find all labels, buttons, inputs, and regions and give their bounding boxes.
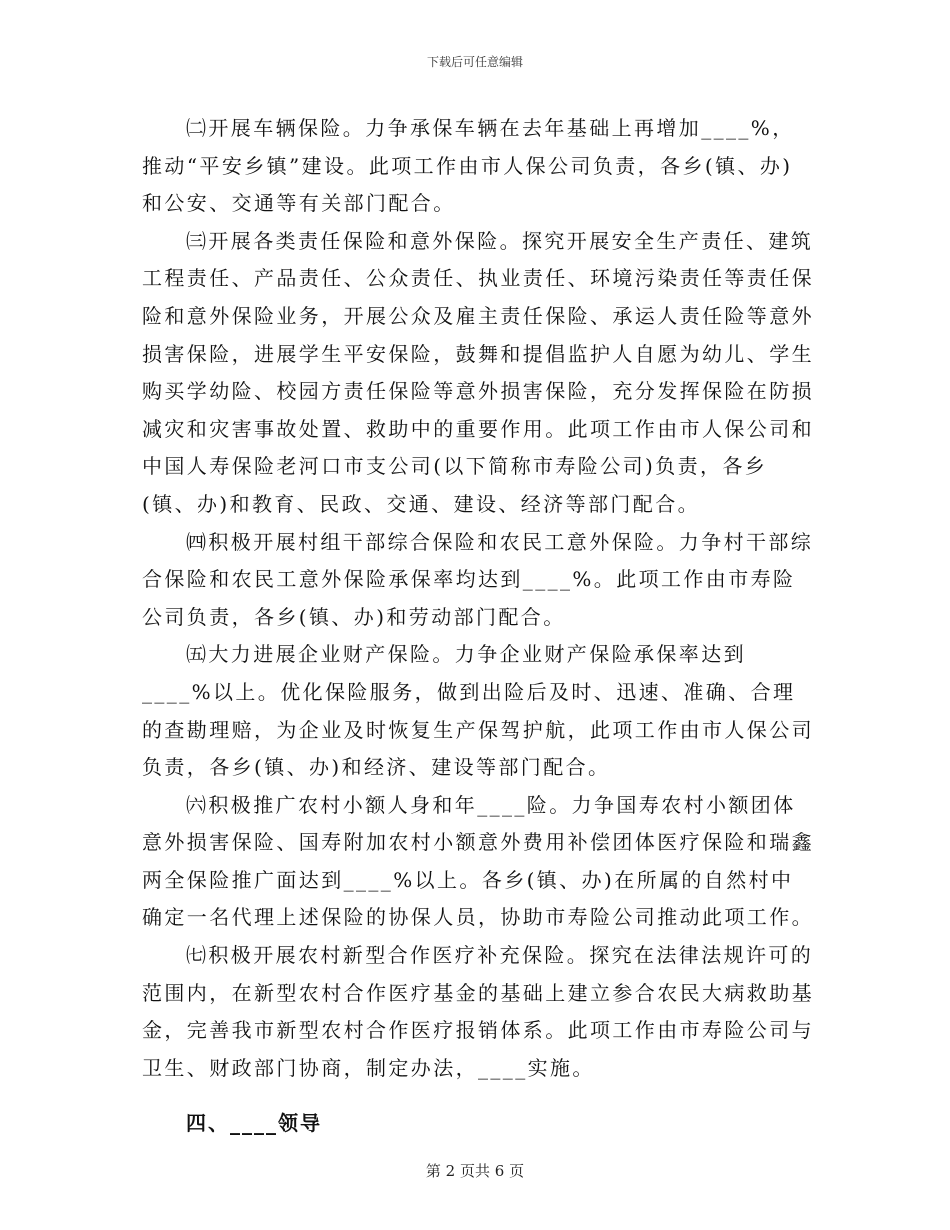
- paragraph-liability-insurance: [142, 223, 814, 524]
- paragraph-lead: ㈦积极开展农村新型合作医疗补充保险。探究在法律法规许可的: [186, 943, 814, 968]
- paragraph-body: 合保险和农民工意外保险承保率均达到____%。此项工作由市寿险公司负责，各乡(镇、办)和劳动部门配合。: [142, 567, 796, 629]
- paragraph-property-insurance: [142, 636, 814, 786]
- paragraph-lead: ㈤大力进展企业财产保险。力争企业财产保险承保率达到____%以: [142, 642, 746, 704]
- paragraph-body: 范围内，在新型农村合作医疗基金的基础上建立参合农民大病救助基金，完善我市新型农村合作医疗报销体系。此项工作由市寿险公司与卫生、财政部门协商，制定办法，____实施。: [142, 980, 814, 1080]
- paragraph-vehicle-insurance: [142, 110, 814, 223]
- header-note: 下载后可任意编辑: [426, 55, 523, 69]
- section-heading: 四、____领导: [186, 1111, 322, 1136]
- paragraph-lead: ㈣积极开展村组干部综合保险和农民工意外保险。力争村干部综: [186, 529, 814, 554]
- paragraph-body: 上。优化保险服务，做到出险后及时、迅速、准确、合理的查勘理赔，为企业及时恢复生产保驾护航，此项工作由市人保公司负责，各乡(镇、办)和经济、建设等部门配合。: [142, 679, 814, 780]
- paragraph-medical-supplement: [142, 937, 814, 1087]
- paragraph-lead: ㈢开展各类责任保险和意外保险。探究开展安全生产责任、建筑: [186, 228, 814, 253]
- page-footer: 第 2 页共 6 页: [425, 1162, 525, 1180]
- paragraph-body: 外损害保险、国寿附加农村小额意外费用补偿团体医疗保险和瑞鑫两全保险推广面达到____%以上。各乡(镇、办)在所属的自然村中确定一名代理上述保险的协保人员，协助市寿险公司推动此项工作。: [142, 830, 815, 930]
- document-body: [142, 110, 814, 1143]
- paragraph-cadre-insurance: [142, 524, 814, 637]
- paragraph-rural-personal-insurance: [142, 787, 814, 937]
- paragraph-body: 工程责任、产品责任、公众责任、执业责任、环境污染责任等责任保险和意外保险业务，开展公众及雇主责任保险、承运人责任险等意外损害保险，进展学生平安保险，鼓舞和提倡监护人自愿为幼儿、学生购买学幼险、校园方责任保险等意外损害保险，充分发挥保险在防损减灾和灾害事故处置、救助中的重要作用。此项工作由市人保公司和中国人寿保险老河口市支公司(以下简称市寿险公司)负责，各乡(镇、办)和教育、民政、交通、建设、经济等部门配合。: [142, 266, 814, 516]
- paragraph-body: “平安乡镇”建设。此项工作由市人保公司负责，各乡(镇、办)和公安、交通等有关部门配合。: [142, 153, 793, 216]
- paragraph-lead: ㈡开展车辆保险。力争承保车辆在去年基础上再增加____%，推动: [142, 116, 795, 178]
- paragraph-lead: ㈥积极推广农村小额人身和年____险。力争国寿农村小额团体意: [142, 792, 796, 855]
